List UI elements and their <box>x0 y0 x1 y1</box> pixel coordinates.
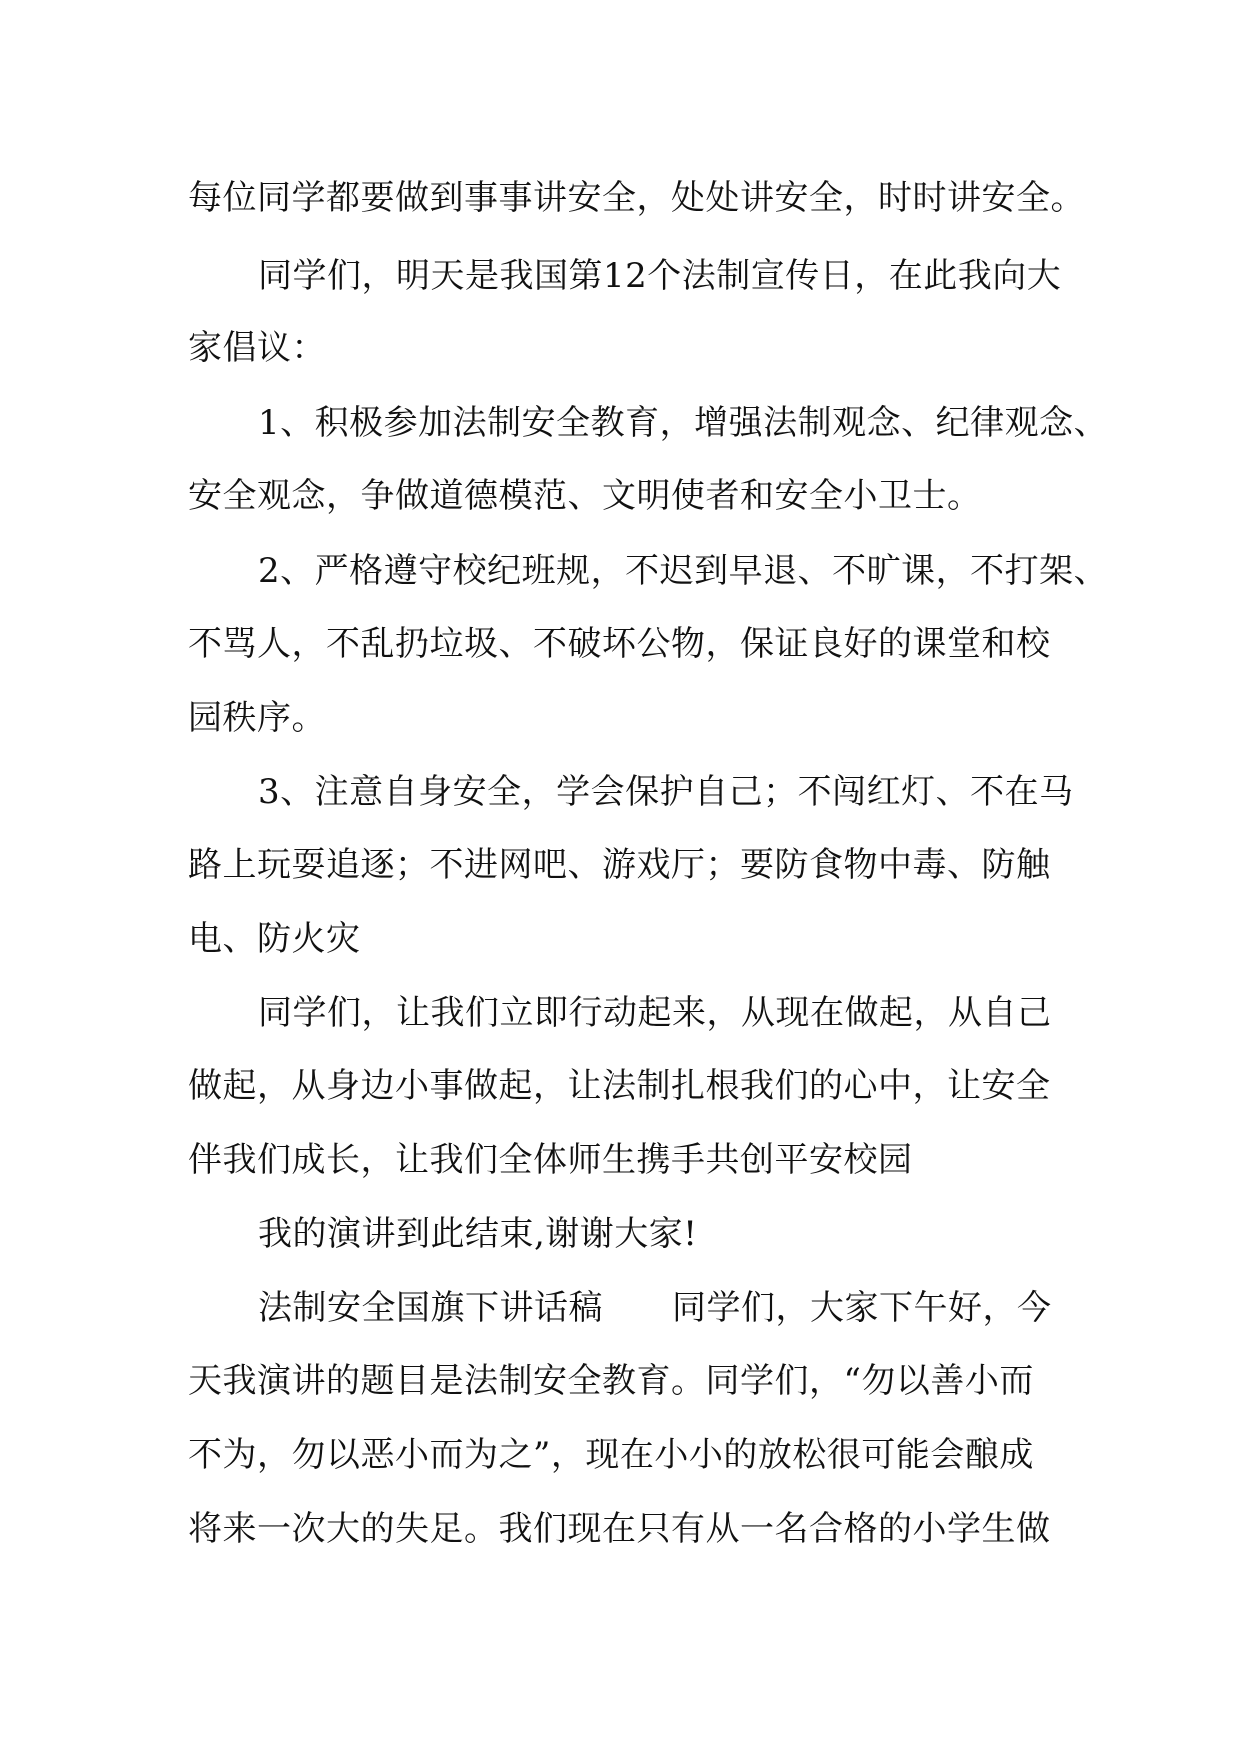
text-line: 电、防火灾 <box>188 919 361 959</box>
text-line: 天我演讲的题目是法制安全教育。同学们，“勿以善小而 <box>188 1361 1034 1401</box>
text-line: 同学们，让我们立即行动起来，从现在做起，从自己 <box>258 993 1052 1033</box>
text-line: 做起，从身边小事做起，让法制扎根我们的心中，让安全 <box>188 1066 1051 1106</box>
text-line: 我的演讲到此结束,谢谢大家! <box>258 1214 698 1254</box>
text-line: 法制安全国旗下讲话稿 同学们，大家下午好，今 <box>258 1288 1052 1328</box>
text-line: 不骂人，不乱扔垃圾、不破坏公物，保证良好的课堂和校 <box>188 624 1051 664</box>
text-line: 伴我们成长，让我们全体师生携手共创平安校园 <box>188 1140 913 1180</box>
text-line: 每位同学都要做到事事讲安全，处处讲安全，时时讲安全。 <box>188 178 1085 218</box>
text-line: 安全观念，争做道德模范、文明使者和安全小卫士。 <box>188 476 982 516</box>
text-line: 1、积极参加法制安全教育，增强法制观念、纪律观念、 <box>258 403 1109 443</box>
text-line: 园秩序。 <box>188 698 326 738</box>
text-line: 家倡议： <box>188 328 326 368</box>
text-line: 同学们，明天是我国第12个法制宣传日，在此我向大 <box>258 256 1062 296</box>
text-line: 不为，勿以恶小而为之”，现在小小的放松很可能会酿成 <box>188 1435 1034 1475</box>
text-line: 2、严格遵守校纪班规，不迟到早退、不旷课，不打架、 <box>258 551 1109 591</box>
text-line: 将来一次大的失足。我们现在只有从一名合格的小学生做 <box>188 1509 1051 1549</box>
text-line: 3、注意自身安全，学会保护自己；不闯红灯、不在马 <box>258 772 1074 812</box>
text-line: 路上玩耍追逐；不进网吧、游戏厅；要防食物中毒、防触 <box>188 845 1051 885</box>
